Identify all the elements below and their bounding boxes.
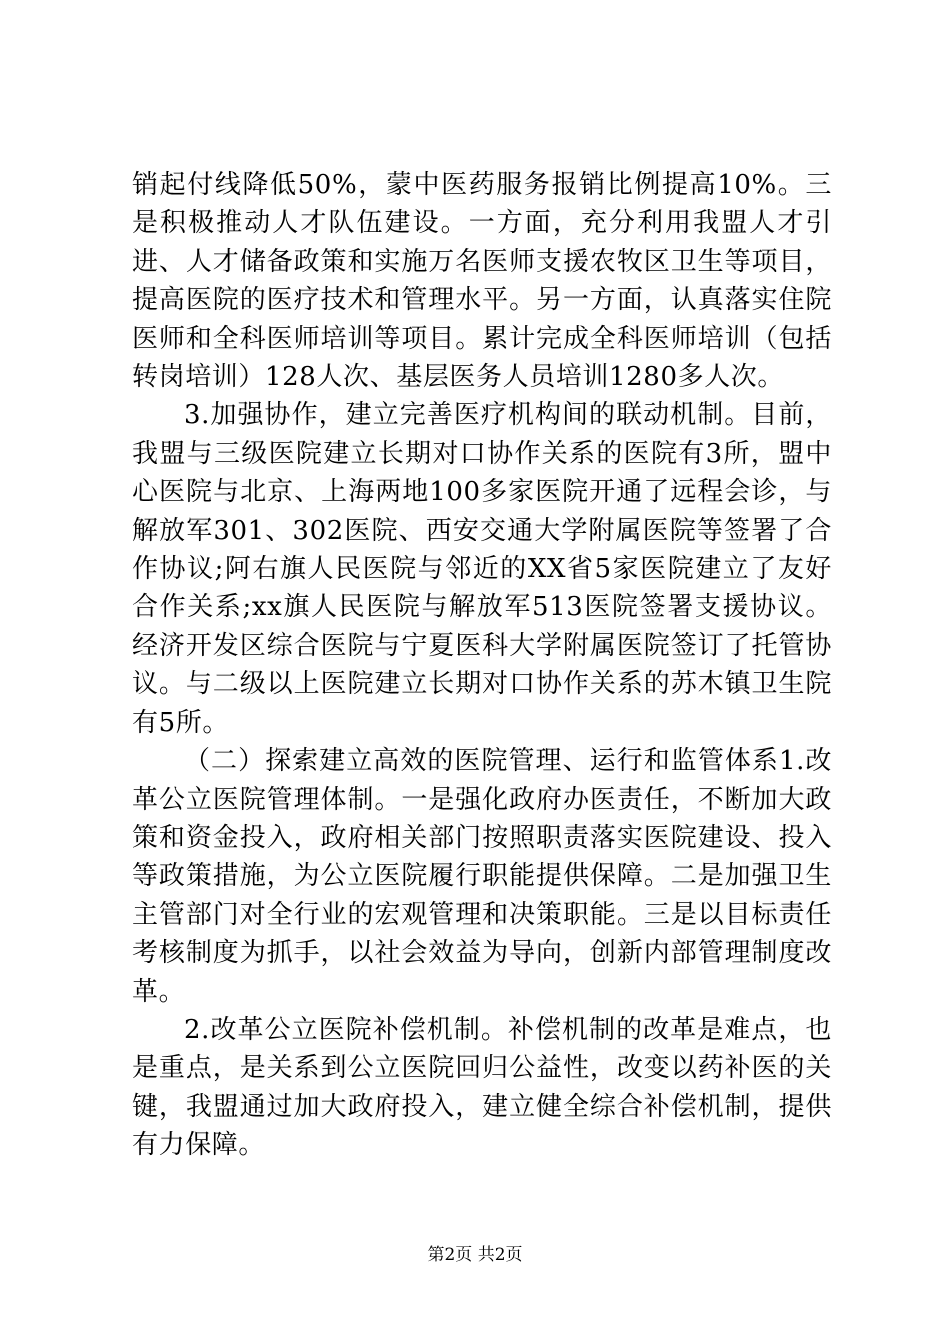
paragraph-collaboration: 3.加强协作，建立完善医疗机构间的联动机制。目前，我盟与三级医院建立长期对口协作关系的医院有3所，盟中心医院与北京、上海两地100多家医院开通了远程会诊，与解放军301、302医院、西安交通大学附属医院等签署了合作协议;阿右旗人民医院与邻近的XX省5家医院建立了友好合作关系;xx旗人民医院与解放军513医院签署支援协议。经济开发区综合医院与宁夏医科大学附属医院签订了托管协议。与二级以上医院建立长期对口协作关系的苏木镇卫生院有5所。	[132, 400, 832, 738]
paragraph-compensation: 2.改革公立医院补偿机制。补偿机制的改革是难点，也是重点，是关系到公立医院回归公益性，改变以药补医的关键，我盟通过加大政府投入，建立健全综合补偿机制，提供有力保障。	[132, 1014, 832, 1161]
paragraph-continuation: 销起付线降低50%，蒙中医药服务报销比例提高10%。三是积极推动人才队伍建设。一方面，充分利用我盟人才引进、人才储备政策和实施万名医师支援农牧区卫生等项目，提高医院的医疗技术和管理水平。另一方面，认真落实住院医师和全科医师培训等项目。累计完成全科医师培训（包括转岗培训）128人次、基层医务人员培训1280多人次。	[132, 170, 832, 393]
page-number-footer: 第2页 共2页	[427, 1245, 523, 1265]
document-body	[132, 166, 832, 1165]
paragraph-management-system: （二）探索建立高效的医院管理、运行和监管体系1.改革公立医院管理体制。一是强化政府办医责任，不断加大政策和资金投入，政府相关部门按照职责落实医院建设、投入等政策措施，为公立医院履行职能提供保障。二是加强卫生主管部门对全行业的宏观管理和决策职能。三是以目标责任考核制度为抓手，以社会效益为导向，创新内部管理制度改革。	[132, 746, 832, 1007]
